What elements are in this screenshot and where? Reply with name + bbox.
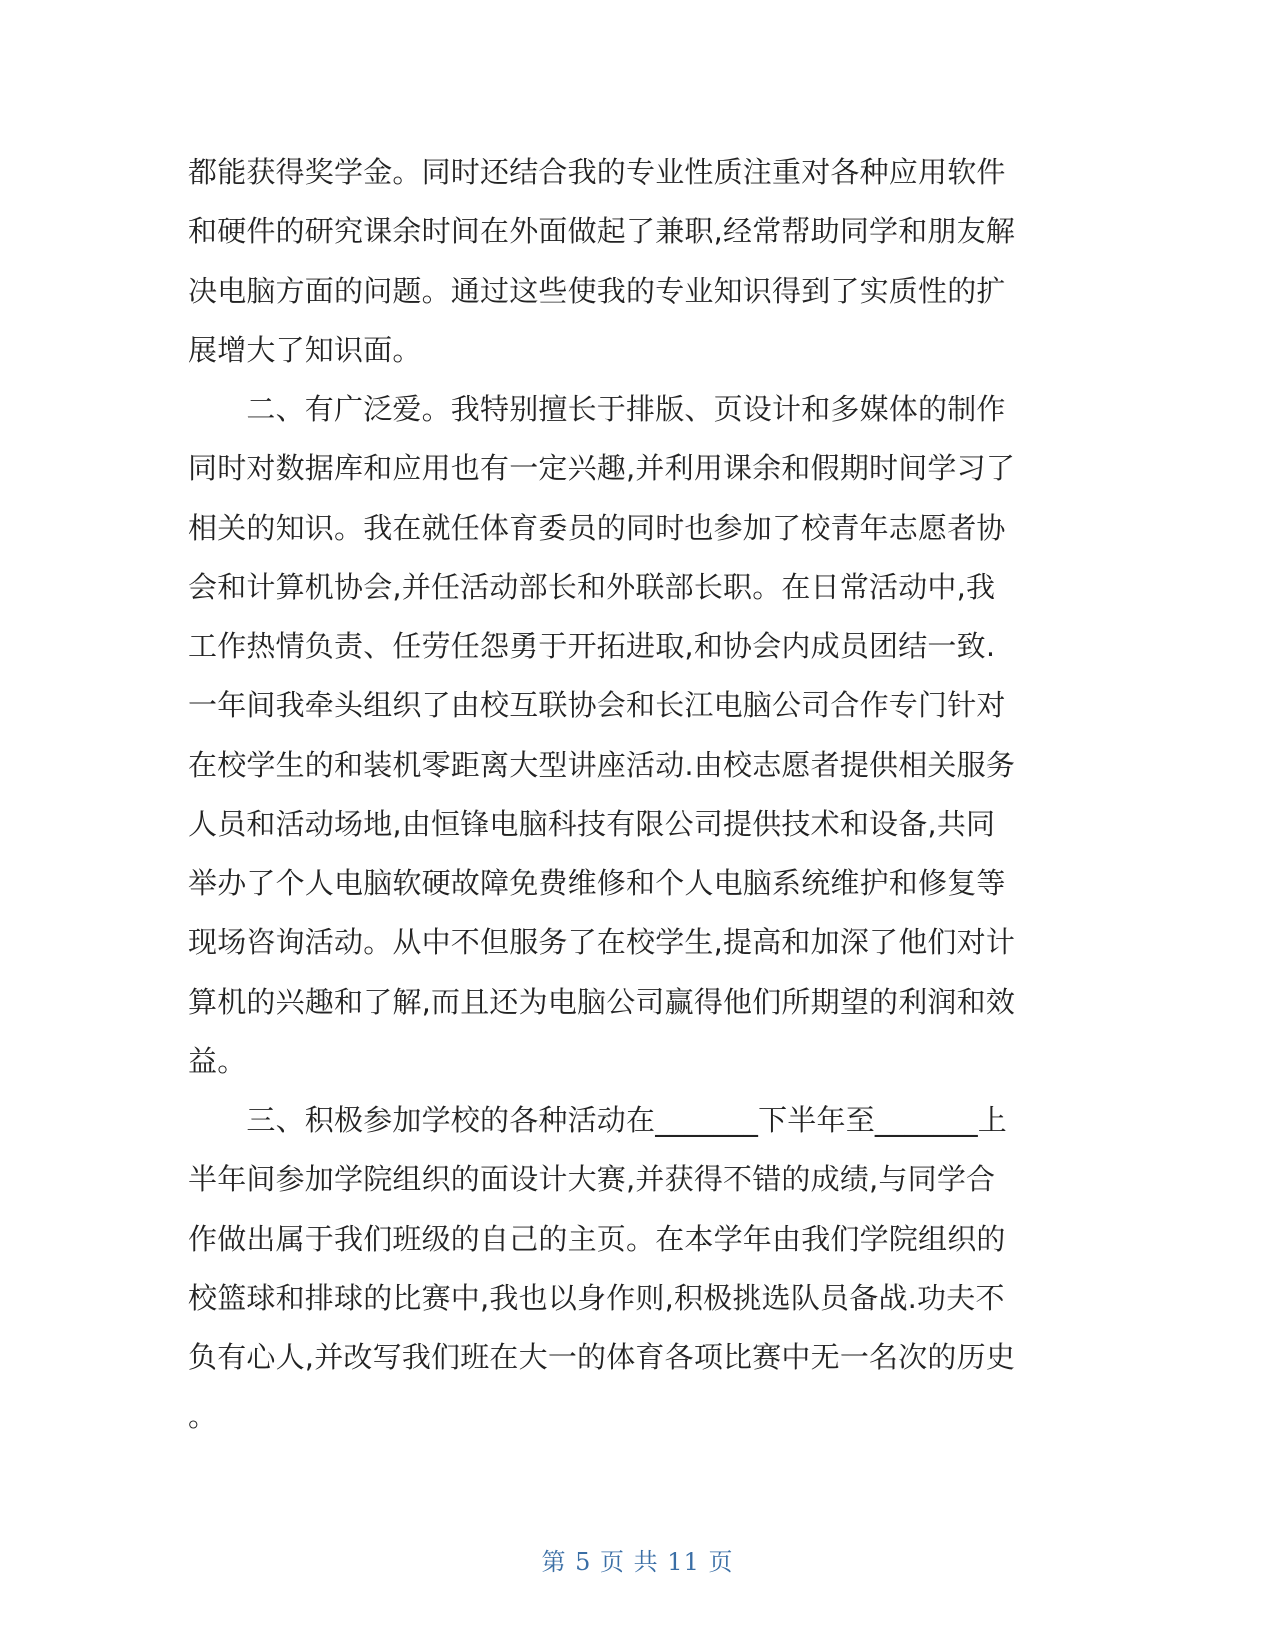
text-line: 和硬件的研究课余时间在外面做起了兼职,经常帮助同学和朋友解 [188,214,1016,249]
text-line: 二、有广泛爱。我特别擅长于排版、页设计和多媒体的制作 [188,392,1006,426]
text-line: 举办了个人电脑软硬故障免费维修和个人电脑系统维护和修复等 [188,866,1006,900]
text-line: 决电脑方面的问题。通过这些使我的专业知识得到了实质性的扩 [188,273,1006,308]
text-line: 现场咨询活动。从中不但服务了在校学生,提高和加深了他们对计 [188,925,1016,960]
text-line: 人员和活动场地,由恒锋电脑科技有限公司提供技术和设备,共同 [188,806,996,841]
text-line: 。 [188,1399,218,1434]
text-line: 益。 [188,1043,247,1078]
document-body [188,143,1088,1447]
text-line: 展增大了知识面。 [188,332,422,367]
text-line: 算机的兴趣和了解,而且还为电脑公司赢得他们所期望的利润和效 [188,984,1016,1019]
text-line: 会和计算机协会,并任活动部长和外联部长职。在日常活动中,我 [188,569,996,604]
text-line: 一年间我牵头组织了由校互联协会和长江电脑公司合作专门针对 [188,688,1006,723]
text-line: 作做出属于我们班级的自己的主页。在本学年由我们学院组织的 [188,1221,1006,1256]
text-line: 负有心人,并改写我们班在大一的体育各项比赛中无一名次的历史 [188,1340,1016,1374]
text-line: 相关的知识。我在就任体育委员的同时也参加了校青年志愿者协 [188,510,1006,545]
text-line: 在校学生的和装机零距离大型讲座活动.由校志愿者提供相关服务 [188,747,1016,782]
text-line: 校篮球和排球的比赛中,我也以身作则,积极挑选队员备战.功夫不 [188,1280,1005,1315]
text-line: 半年间参加学院组织的面设计大赛,并获得不错的成绩,与同学合 [188,1162,996,1197]
text-line: 都能获得奖学金。同时还结合我的专业性质注重对各种应用软件 [188,155,1006,189]
text-line: 工作热情负责、任劳任怨勇于开拓进取,和协会内成员团结一致. [188,629,996,663]
text-line: 同时对数据库和应用也有一定兴趣,并利用课余和假期时间学习了 [188,451,1016,486]
page-number-footer: 第 5 页 共 11 页 [541,1548,734,1576]
text-line: 三、积极参加学校的各种活动在_______下半年至_______上 [188,1103,1008,1137]
